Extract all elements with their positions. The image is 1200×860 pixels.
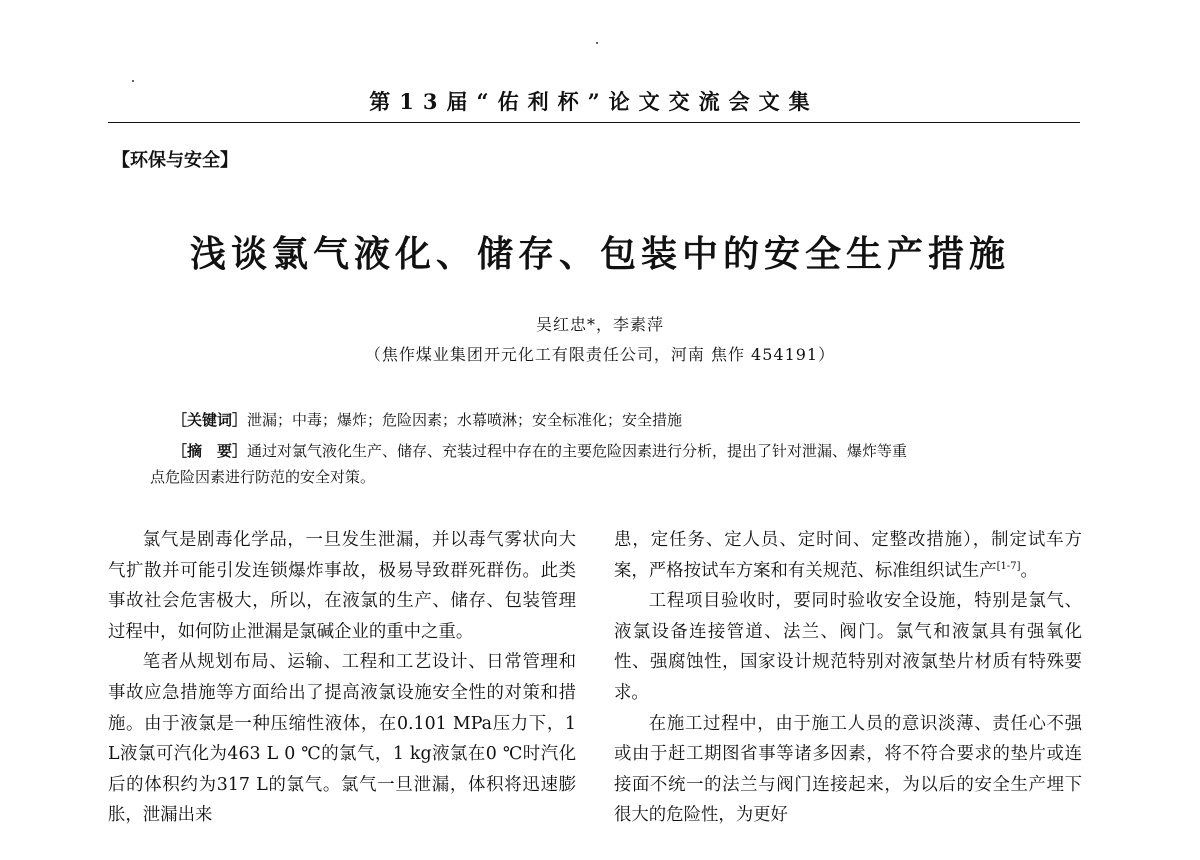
keywords-label: ［关键词］ <box>172 411 248 429</box>
running-title: 第13届“佑利杯”论文交流会文集 <box>369 89 819 114</box>
body-paragraph: 笔者从规划布局、运输、工程和工艺设计、日常管理和事故应急措施等方面给出了提高液氯设施安全性的对策和措施。由于液氯是一种压缩性液体，在0.101 MPa压力下，1 L液氯可汽化为463 L 0 ℃的氯气，1 kg液氯在0 ℃时汽化后的体积约为317 L的氯气。氯气一旦泄漏，体积将迅速膨胀，泄漏出来 <box>108 652 576 826</box>
abstract <box>150 438 1070 490</box>
section-tag: 【环保与安全】 <box>112 150 238 171</box>
body-paragraph: 氯气是剧毒化学品，一旦发生泄漏，并以毒气雾状向大气扩散并可能引发连锁爆炸事故，极易导致群死群伤。此类事故社会危害极大，所以，在液氯的生产、储存、包装管理过程中，如何防止泄漏是氯碱企业的重中之重。 <box>108 530 576 642</box>
affiliation: （焦作煤业集团开元化工有限责任公司，河南 焦作 454191） <box>364 345 836 364</box>
scan-speck <box>132 80 134 82</box>
body-column-right <box>614 525 1082 831</box>
body-paragraph-continued <box>614 525 1082 586</box>
authors: 吴红忠*，李素萍 <box>535 315 664 334</box>
keywords <box>172 409 1072 431</box>
abstract-label: ［摘 要］ <box>172 442 248 460</box>
abstract-line-1 <box>150 438 1070 464</box>
citation-ref: [1-7] <box>996 560 1021 572</box>
body-text-end: 。 <box>1020 560 1038 581</box>
running-header <box>108 84 1080 123</box>
body-text: 患，定任务、定人员、定时间、定整改措施），制定试车方案，严格按试车方案和有关规范、标准组织试生产 <box>614 530 1082 581</box>
body-column-left <box>108 525 576 831</box>
abstract-line-2: 点危险因素进行防范的安全对策。 <box>150 468 376 486</box>
body-paragraph: 在施工过程中，由于施工人员的意识淡薄、责任心不强或由于赶工期图省事等诸多因素，将不符合要求的垫片或连接面不统一的法兰与阀门连接起来，为以后的安全生产埋下很大的危险性，为更好 <box>614 713 1082 826</box>
scan-speck <box>596 42 598 44</box>
body-paragraph: 工程项目验收时，要同时验收安全设施，特别是氯气、液氯设备连接管道、法兰、阀门。氯气和液氯具有强氧化性、强腐蚀性，国家设计规范特别对液氯垫片材质有特殊要求。 <box>614 591 1082 703</box>
keywords-text: 泄漏；中毒；爆炸；危险因素；水幕喷淋；安全标准化；安全措施 <box>247 411 683 429</box>
paper-title: 浅谈氯气液化、储存、包装中的安全生产措施 <box>189 233 1010 275</box>
abstract-text-1: 通过对氯气液化生产、储存、充装过程中存在的主要危险因素进行分析，提出了针对泄漏、爆炸等重 <box>247 442 908 460</box>
